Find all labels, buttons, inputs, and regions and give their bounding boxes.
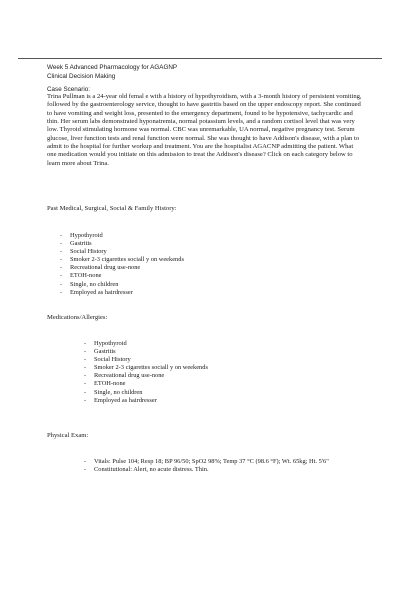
bullet-icon: - (84, 389, 86, 396)
list-item-text: Employed as hairdresser (94, 396, 157, 404)
list-item-text: ETOH-none (94, 380, 126, 388)
list-item-text: Vitals: Pulse 104; Resp 18; BP 96/50; SpO2 98%; Temp 37 °C (98.6 °F); Wt. 65kg; Ht. 5'6" (94, 458, 329, 465)
document-title: Week 5 Advanced Pharmacology for AGAGNP (47, 64, 178, 71)
list-item-text: Smoker 2-3 cigarettes sociall y on weekends (94, 364, 208, 372)
list-item (60, 281, 184, 289)
bullet-icon: - (84, 397, 86, 404)
bullet-icon: - (60, 273, 62, 280)
list-item (84, 389, 208, 397)
bullet-icon: - (84, 373, 86, 380)
list-item (60, 264, 184, 272)
list-item-text: Social History (70, 248, 107, 256)
bullet-icon: - (60, 249, 62, 256)
list-item-text: Employed as hairdresser (70, 288, 133, 296)
list-item-text: Single, no children (94, 388, 143, 396)
list-item (84, 340, 208, 348)
medications-section-heading[interactable]: Medications/Allergies: (47, 314, 108, 321)
list-item-text: Recreational drug use-none (70, 264, 141, 272)
bullet-icon: - (84, 349, 86, 356)
bullet-icon: - (60, 265, 62, 272)
physical-exam-list (84, 458, 336, 474)
list-item (60, 256, 184, 264)
bullet-icon: - (84, 459, 86, 465)
list-item-text: Smoker 2-3 cigarettes sociall y on weekends (70, 256, 184, 264)
list-item (84, 397, 208, 405)
case-scenario-heading: Case Scenario: (47, 86, 91, 93)
bullet-icon: - (60, 233, 62, 239)
list-item (60, 272, 184, 280)
list-item-text: Social History (94, 356, 131, 364)
bullet-icon: - (60, 289, 62, 296)
physical-exam-section-heading[interactable]: Physical Exam: (47, 432, 89, 439)
list-item (84, 348, 208, 356)
case-scenario-text: Trina Pullman is a 24-year old femal e with a history of hypothyroidism, with a 3-month history of persistent vomiting, followed by the gastroenterology service, thought to have gastritis based on the upper endoscopy report. She continued to have vomiting and weight loss, presented to the emergency department, found to be hypotensive, tachycardic and thin. Her serum labs demonstrated hyponatremia, normal potassium levels, and a random cortisol level that was very low. Thyroid stimulating hormone was normal. CBC was unremarkable, UA normal, negative pregnancy test. Serum glucose, liver function tests and renal function were normal. She was thought to have Addison's disease, with a plan to admit to the hospital for further workup and treatment. You are the hospitalist AGACNP admitting the patient. What one medication would you initiate on this admission to treat the Addison's disease? Click on each category below to learn more about Trina. (47, 93, 362, 167)
history-section-heading[interactable]: Past Medical, Surgical, Social & Family History: (47, 205, 177, 212)
list-item (84, 466, 336, 474)
document-subtitle: Clinical Decision Making (47, 73, 116, 80)
bullet-icon: - (84, 365, 86, 372)
list-item-text: Single, no children (70, 280, 119, 288)
list-item-text: Gastritis (94, 348, 116, 356)
list-item (84, 372, 208, 380)
bullet-icon: - (60, 281, 62, 288)
list-item-text: Constitutional: Alert, no acute distress. Thin. (94, 466, 209, 474)
list-item-text: ETOH-none (70, 272, 102, 280)
bullet-icon: - (60, 241, 62, 248)
list-item (60, 248, 184, 256)
bullet-icon: - (84, 381, 86, 388)
list-item (60, 240, 184, 248)
medications-list (84, 340, 208, 405)
header-divider (18, 58, 382, 59)
list-item-text: Hypothyroid (94, 340, 127, 347)
list-item (84, 458, 336, 466)
list-item (60, 232, 184, 240)
list-item-text: Recreational drug use-none (94, 372, 165, 380)
bullet-icon: - (84, 357, 86, 364)
bullet-icon: - (84, 341, 86, 347)
list-item (84, 380, 208, 388)
list-item-text: Gastritis (70, 240, 92, 248)
list-item (84, 356, 208, 364)
history-list (60, 232, 184, 297)
bullet-icon: - (84, 467, 86, 474)
list-item (60, 289, 184, 297)
list-item (84, 364, 208, 372)
bullet-icon: - (60, 257, 62, 264)
list-item-text: Hypothyroid (70, 232, 103, 239)
